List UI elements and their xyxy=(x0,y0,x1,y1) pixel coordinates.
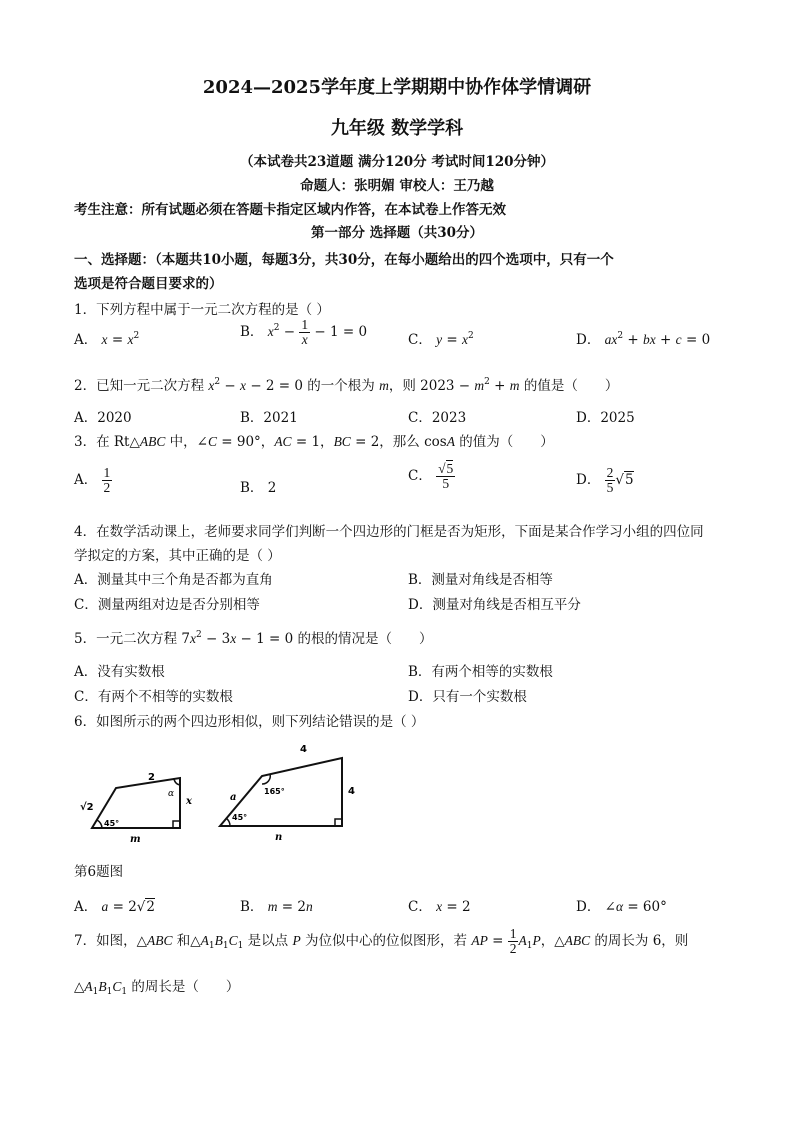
large-right-side-label: 4 xyxy=(348,786,355,797)
small-left-side-label: √2 xyxy=(80,802,94,813)
q5-option-d: D．只有一个实数根 xyxy=(408,689,527,705)
exam-notice: 考生注意：所有试题必须在答题卡指定区域内作答，在本试卷上作答无效 xyxy=(74,202,506,218)
q3-option-a: A． $\frac{1}{2}$ xyxy=(74,465,111,496)
large-top-side-label: 4 xyxy=(300,744,307,755)
q1-option-b: B． $x^2$ − $\frac{1}{x}$ − 1 = 0 xyxy=(240,317,368,348)
question-3-stem: 3．在 Rt△ABC 中，∠C = 90°，AC = 1，BC = 2，那么 cosA 的值为（ ） xyxy=(74,434,554,450)
question-4-stem: 4．在数学活动课上，老师要求同学们判断一个四边形的门框是否为矩形，下面是某合作学习小组的四位同 xyxy=(74,524,704,540)
exam-authors: 命题人：张明媚 审校人：王乃越 xyxy=(300,178,494,194)
section-one-instructions-cont: 选项是符合题目要求的） xyxy=(74,276,223,292)
q2-option-c: C．2023 xyxy=(408,410,467,426)
q4-option-c: C．测量两组对边是否分别相等 xyxy=(74,597,260,613)
q4-option-d: D．测量对角线是否相互平分 xyxy=(408,597,581,613)
q1-option-a: A． $x = x^2$ xyxy=(74,331,140,348)
q5-option-c: C．有两个不相等的实数根 xyxy=(74,689,233,705)
q4-option-a: A．测量其中三个角是否都为直角 xyxy=(74,572,273,588)
exam-subtitle: 九年级 数学学科 xyxy=(330,118,464,139)
large-angle-45-label: 45° xyxy=(232,813,248,822)
q6-option-c: C． x = 2 xyxy=(408,899,471,915)
exam-title: 2024—2025学年度上学期期中协作体学情调研 xyxy=(202,77,592,98)
question-7-stem-cont: $\triangle A_1B_1C_1$ 的周长是（ ） xyxy=(74,979,240,997)
q2-option-b: B．2021 xyxy=(240,410,298,426)
q1-option-c: C． $y = x^2$ xyxy=(408,331,474,348)
question-4-stem-cont: 学拟定的方案，其中正确的是（ ） xyxy=(74,548,281,564)
large-angle-165-label: 165° xyxy=(264,787,285,796)
q6-option-d: D． ∠α = 60° xyxy=(576,899,667,915)
large-left-side-label: a xyxy=(230,792,237,803)
q1-option-d: D． $ax^2$ + bx + c = 0 xyxy=(576,331,711,348)
section-one-instructions: 一、选择题：（本题共10小题，每题3分，共30分，在每小题给出的四个选项中，只有一个 xyxy=(74,252,614,268)
q4-option-b: B．测量对角线是否相等 xyxy=(408,572,553,588)
exam-info: （本试卷共23道题 满分120分 考试时间120分钟） xyxy=(239,154,555,170)
large-bottom-side-label: n xyxy=(275,832,283,843)
small-right-side-label: x xyxy=(186,796,192,807)
q5-option-a: A．没有实数根 xyxy=(74,664,165,680)
q2-option-d: D．2025 xyxy=(576,410,635,426)
small-angle-45-label: 45° xyxy=(104,819,120,828)
q3-option-d: D． $\frac{2}{5}$ √5 xyxy=(576,465,634,496)
q6-option-b: B． m = 2n xyxy=(240,899,313,915)
q6-option-a: A． a = 2√2 xyxy=(74,899,155,915)
small-alpha-label: α xyxy=(168,789,175,799)
q3-option-c: C． $\frac{√5}{5}$ xyxy=(408,461,454,492)
question-5-stem: 5．一元二次方程 $7x^2 - 3x - 1 = 0$ 的根的情况是（ ） xyxy=(74,630,433,647)
part-one-heading: 第一部分 选择题（共30分） xyxy=(311,225,483,241)
q2-option-a: A．2020 xyxy=(74,410,132,426)
small-top-side-label: 2 xyxy=(148,772,155,783)
question-1-stem: 1．下列方程中属于一元二次方程的是（ ） xyxy=(74,302,330,318)
q3-option-b: B． 2 xyxy=(240,480,277,496)
small-bottom-side-label: m xyxy=(130,834,141,845)
question-7-stem: 7．如图，△ABC 和$\triangle A_1B_1C_1$ 是以点 P 为位似中心的位似图形，若 AP = $\frac{1}{2}$ $A_1P$，△ABC 的周长为 6，则 xyxy=(74,926,689,957)
question-6-stem: 6．如图所示的两个四边形相似，则下列结论错误的是（ ） xyxy=(74,714,425,730)
question-6-figure xyxy=(70,738,360,848)
q5-option-b: B．有两个相等的实数根 xyxy=(408,664,553,680)
figure-6-caption: 第6题图 xyxy=(74,864,124,880)
question-2-stem: 2．已知一元二次方程 $x^2 - x - 2 = 0$ 的一个根为 m，则 $2023 - m^2 + m$ 的值是（ ） xyxy=(74,377,619,394)
